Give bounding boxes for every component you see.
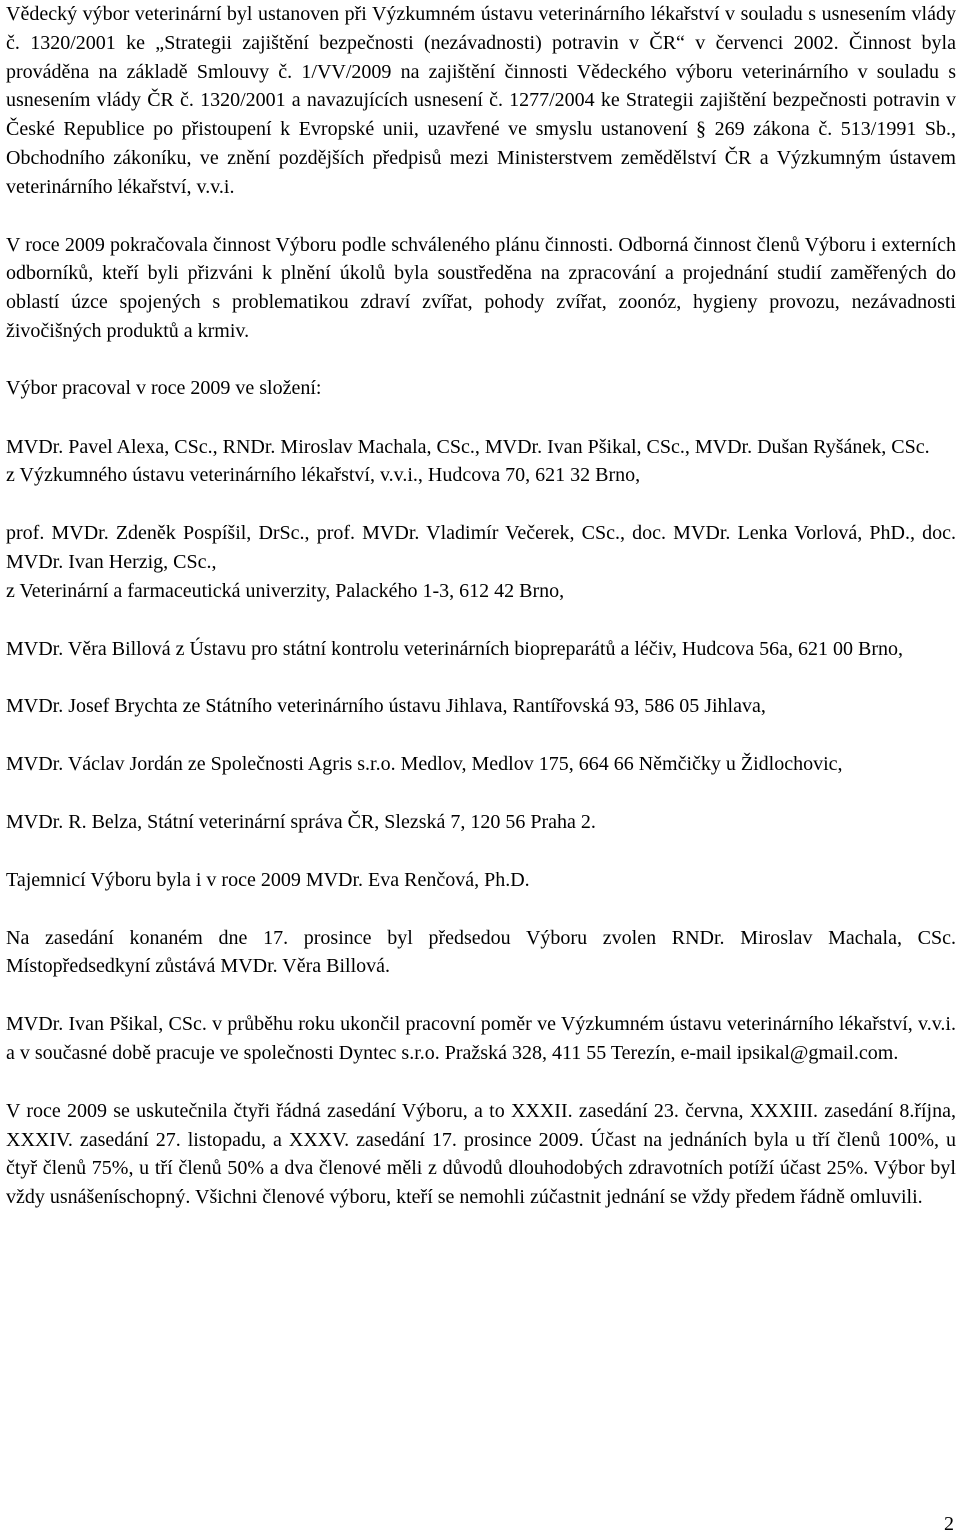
paragraph-member-belza: MVDr. R. Belza, Státní veterinární správa ČR, Slezská 7, 120 56 Praha 2. — [6, 810, 596, 833]
paragraph-member-jordan: MVDr. Václav Jordán ze Společnosti Agris s.r.o. Medlov, Medlov 175, 664 66 Němčičky u Židlochovic, — [6, 753, 843, 776]
paragraph-members-vfu: prof. MVDr. Zdeněk Pospíšil, DrSc., prof. MVDr. Vladimír Večerek, CSc., doc. MVDr. Lenka Vorlová, PhD., doc. MVDr. Ivan Herzig, CSc., — [6, 522, 956, 573]
paragraph-chairman-election: Na zasedání konaném dne 17. prosince byl předsedou Výboru zvolen RNDr. Miroslav Machala, CSc. Místopředsedkyní zůstává MVDr. Věra Billová. — [6, 926, 956, 978]
paragraph-affiliation-vuvel: z Výzkumného ústavu veterinárního lékařství, v.v.i., Hudcova 70, 621 32 Brno, — [6, 464, 641, 487]
paragraph-establishment: Vědecký výbor veterinární byl ustanoven při Výzkumném ústavu veterinárního lékařství v souladu s usnesením vlády č. 1320/2001 ke „Strategii zajištění bezpečnosti (nezávadnosti) potravin v ČR“ v červenci 2002. Činnost byla prováděna na základě Smlouvy č. 1/VV/2009 na zajištění činnosti Vědeckého výboru veterinárního v souladu s usnesením vlády ČR č. 1320/2001 a navazujících usnesení č. 1277/2004 ke Strategii zajištění bezpečnosti potravin v České Republice po přistoupení k Evropské unii, uzavřené ve smyslu ustanovení § 269 zákona č. 513/1991 Sb., Obchodního zákoníku, ve znění pozdějších předpisů mezi Ministerstvem zemědělství ČR a Výzkumným ústavem veterinárního lékařství, v.v.i. — [6, 3, 956, 198]
paragraph-activities: V roce 2009 pokračovala činnost Výboru podle schváleného plánu činnosti. Odborná činnost členů Výboru i externích odborníků, kteří byli přizváni k plnění úkolů byla soustředěna na zpracování a projednání studií zaměřených do oblastí úzce spojených s problematikou zdraví zvířat, pohody zvířat, zoonóz, hygieny provozu, nezávadnosti živočišných produktů a krmiv. — [6, 233, 956, 342]
document-page — [6, 0, 956, 1212]
paragraph-psikal-change: MVDr. Ivan Pšikal, CSc. v průběhu roku ukončil pracovní poměr ve Výzkumném ústavu veterinárního lékařství, v.v.i. a v současné době pracuje ve společnosti Dyntec s.r.o. Pražská 328, 411 55 Terezín, e-mail ipsikal@gmail.com. — [6, 1013, 956, 1064]
page-number: 2 — [944, 1513, 954, 1535]
paragraph-meetings: V roce 2009 se uskutečnila čtyři řádná zasedání Výboru, a to XXXII. zasedání 23. června, XXXIII. zasedání 8.října, XXXIV. zasedání 27. listopadu, a XXXV. zasedání 17. prosince 2009. Účast na jednáních byla u tří členů 100%, u čtyř členů 75%, u tří členů 50% a dva členové měli z důvodů dlouhodobých zdravotních potíží účast 25%. Výbor byl vždy usnášeníschopný. Všichni členové výboru, kteří se nemohli zúčastnit jednání se vždy předem řádně omluvili. — [6, 1099, 956, 1209]
paragraph-affiliation-vfu: z Veterinární a farmaceutická univerzity, Palackého 1-3, 612 42 Brno, — [6, 579, 565, 602]
paragraph-member-brychta: MVDr. Josef Brychta ze Státního veterinárního ústavu Jihlava, Rantířovská 93, 586 05 Jihlava, — [6, 695, 766, 718]
paragraph-members-vuvel: MVDr. Pavel Alexa, CSc., RNDr. Miroslav Machala, CSc., MVDr. Ivan Pšikal, CSc., MVDr. Dušan Ryšánek, CSc. — [6, 435, 930, 458]
paragraph-secretary: Tajemnicí Výboru byla i v roce 2009 MVDr. Eva Renčová, Ph.D. — [6, 868, 530, 891]
paragraph-member-billova: MVDr. Věra Billová z Ústavu pro státní kontrolu veterinárních biopreparátů a léčiv, Hudcova 56a, 621 00 Brno, — [6, 637, 903, 660]
paragraph-composition-heading: Výbor pracoval v roce 2009 ve složení: — [6, 376, 322, 399]
